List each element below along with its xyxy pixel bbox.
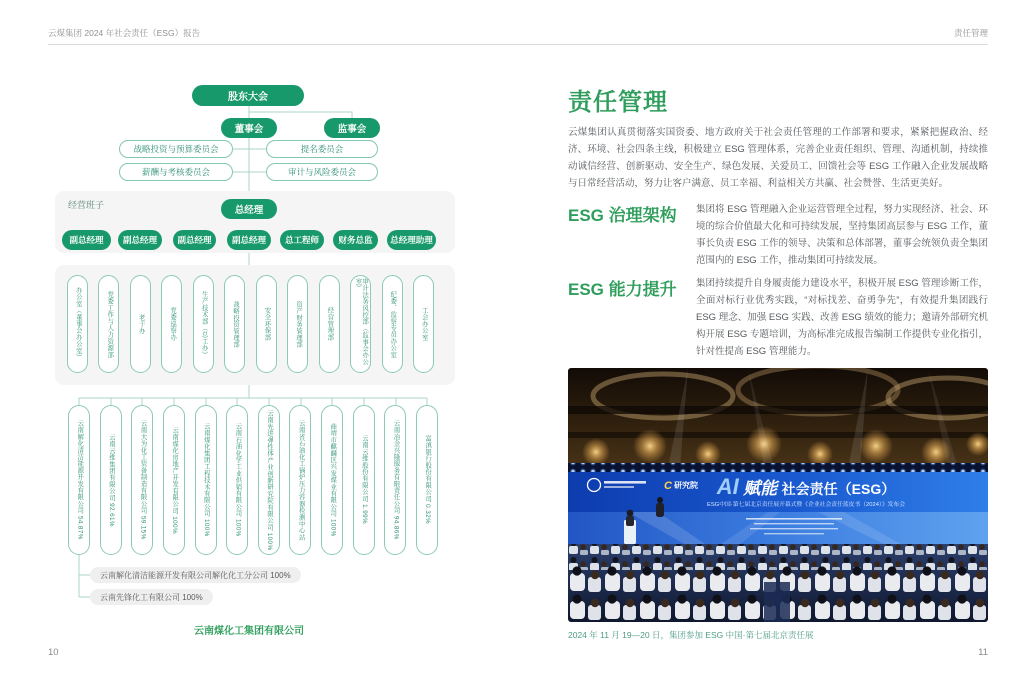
node-board-of-directors: 董事会 <box>221 118 277 138</box>
node-subsidiary: 云南省石油化工锅炉压力容器检测中心站 <box>289 405 311 555</box>
conference-photo-art <box>568 368 988 622</box>
page-number-right: 11 <box>978 647 988 658</box>
management-team-label: 经营班子 <box>68 200 105 210</box>
node-subsidiary: 富滇银行股份有限公司 0.32% <box>416 405 438 555</box>
banner-title: AI 赋能 社会责任（ESG） <box>716 474 896 499</box>
node-department: 办公室（董事会办公室） <box>67 275 88 373</box>
org-chart-caption: 云南煤化工集团有限公司 <box>194 626 304 637</box>
subsidiaries-row <box>68 405 438 555</box>
node-subsidiary: 云南先进弹性体产业创新研究院有限公司 100% <box>258 405 280 555</box>
node-shareholders-meeting: 股东大会 <box>192 85 304 106</box>
node-executive: 副总经理 <box>227 230 271 250</box>
node-subsidiary: 曲靖市麒麟区兴发煤业有限公司 100% <box>321 405 343 555</box>
node-branch-company: 云南先锋化工有限公司 100% <box>90 589 213 605</box>
report-title: 云煤集团 2024 年社会责任（ESG）报告 <box>48 28 201 38</box>
node-department: 纪委、监察专员办公室 <box>382 275 403 373</box>
node-executive: 副总经理 <box>62 230 111 250</box>
node-department: 老干办 <box>130 275 151 373</box>
node-department: 党委巡察办 <box>161 275 182 373</box>
page-title: 责任管理 <box>568 89 668 116</box>
node-cfo: 财务总监 <box>333 230 378 250</box>
chapter-title: 责任管理 <box>953 28 988 38</box>
node-general-manager: 总经理 <box>221 199 277 219</box>
node-department: 工会办公室 <box>413 275 434 373</box>
section-heading: ESG 能力提升 <box>568 280 677 299</box>
section-esg-capability <box>568 275 988 360</box>
node-department: 战略投资管理部 <box>224 275 245 373</box>
node-subsidiary: 云南煤化房地产开发有限公司 100% <box>163 405 185 555</box>
section-heading: ESG 治理架构 <box>568 206 677 225</box>
node-remuneration-committee: 薪酬与考核委员会 <box>119 163 233 181</box>
node-subsidiary: 云南云维股份有限公司 1.99% <box>353 405 375 555</box>
running-header <box>48 24 988 45</box>
node-department: 审计法务风控部（监事会办公室） <box>350 275 371 373</box>
node-branch-company: 云南解化清洁能源开发有限公司解化化工分公司 100% <box>90 567 301 583</box>
institute-logo-icon: C <box>664 480 672 492</box>
departments-row <box>67 275 434 373</box>
institute-logo-text: 研究院 <box>674 481 698 490</box>
node-subsidiary: 云南石油化学工业供销有限公司 100% <box>226 405 248 555</box>
intro-paragraph: 云煤集团认真贯彻落实国资委、地方政府关于社会责任管理的工作部署和要求，紧紧把握政治、经济、环境、社会四条主线，积极建立 ESG 管理体系，完善企业责任组织、管理、沟通机制，持续推动诚信经营、创新驱动、安全生产、绿色发展、关爱员工、回馈社会等 ESG 工作融入企业发展战略与日常经营活动，努力让客户满意、员工幸福、利益相关方共赢、社会赞誉、生活更美好。 <box>568 127 988 190</box>
section-body: 集团将 ESG 管理融入企业运营管理全过程，努力实现经济、社会、环境的综合价值最大化和可持续发展，坚持集团高层参与 ESG 工作，董事长负责 ESG 工作的领导、决策和总体部署，董事会统领负责全集团范围内的 ESG 工作，推动集团可持续发展。 <box>696 204 988 267</box>
photo-caption: 2024 年 11 月 19—20 日，集团参加 ESG 中国·第七届北京责任展 <box>568 630 814 640</box>
node-gm-assistant: 总经理助理 <box>387 230 436 250</box>
node-department: 安全环保部 <box>256 275 277 373</box>
node-department: 经营管理部 <box>319 275 340 373</box>
node-department: 资产财务管理部 <box>287 275 308 373</box>
node-chief-engineer: 总工程师 <box>280 230 324 250</box>
page-number-left: 10 <box>48 647 59 658</box>
node-subsidiary: 云南煤化集团工程技术有限公司 100% <box>195 405 217 555</box>
node-department: 党委工作与人力资源部 <box>98 275 119 373</box>
node-subsidiary: 云南冶金兴隆服务有限责任公司 94.86% <box>384 405 406 555</box>
section-esg-governance <box>568 201 988 269</box>
node-supervisory-board: 监事会 <box>324 118 380 138</box>
section-body: 集团持续提升自身履责能力建设水平，积极开展 ESG 管理诊断工作，全面对标行业优秀实践，“对标找差、奋勇争先”，有效提升集团践行 ESG 理念、加强 ESG 实践、改善 ESG 绩效的能力；邀请外部研究机构开展 ESG 专题培训，为高标准完成报告编制工作提供专业化指引，针对性提高 ESG 管理能力。 <box>696 278 988 358</box>
org-chart <box>48 75 460 640</box>
node-nomination-committee: 提名委员会 <box>266 140 378 158</box>
node-subsidiary: 云南大为化工装备制造有限公司 59.15% <box>131 405 153 555</box>
conference-photo <box>568 368 988 622</box>
banner-subtitle: ESG中国·第七届北京责任展开幕式暨《企业社会责任蓝皮书（2024）》发布会 <box>706 502 906 508</box>
node-strategy-committee: 战略投资与预算委员会 <box>119 140 233 158</box>
speaker-silhouette <box>626 516 634 526</box>
photographer-silhouette <box>656 503 664 517</box>
node-subsidiary: 云南云维集团有限公司 92.61% <box>100 405 122 555</box>
node-executive: 副总经理 <box>173 230 216 250</box>
node-subsidiary: 云南解化清洁能源开发有限公司 54.87% <box>68 405 90 555</box>
node-department: 生产技术部（总工办） <box>193 275 214 373</box>
node-audit-risk-committee: 审计与风险委员会 <box>266 163 378 181</box>
node-executive: 副总经理 <box>118 230 162 250</box>
